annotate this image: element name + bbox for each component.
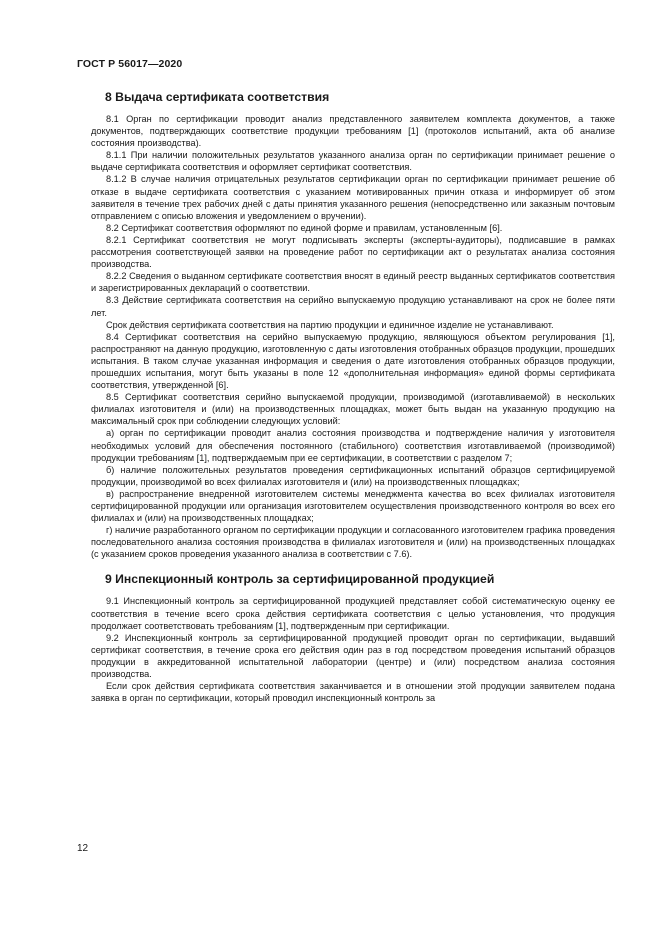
standard-header: ГОСТ Р 56017—2020 — [77, 58, 183, 70]
paragraph: 8.3 Действие сертификата соответствия на серийно выпускаемую продукцию устанавливают на срок не более пяти лет. — [91, 295, 615, 318]
paragraph: 9.2 Инспекционный контроль за сертифицированной продукцией проводит орган по сертификации, выдавший сертификат соответствия, в течение срока его действия один раз в год посредством проведения испытаний образцов продукции в аккредитованной испытательной лаборатории (центре) и (или) посредством анализа состояния производства. — [91, 632, 615, 680]
paragraph: 8.2.1 Сертификат соответствия не могут подписывать эксперты (эксперты-аудиторы), подписавшие в рамках рассмотрения соответствующей заявки на проведение работ по сертификации акт о результатах анализа состояния производства. — [91, 234, 615, 270]
paragraph: Если срок действия сертификата соответствия заканчивается и в отношении этой продукции заявителем подана заявка в орган по сертификации, который проводил инспекционный контроль за — [91, 681, 615, 704]
paragraph: г) наличие разработанного органом по сертификации продукции и согласованного изготовителем графика проведения последовательного анализа состояния производства в филиалах изготовителя и (или) на производственных площадках (с указанием сроков проведения указанного анализа в соответствии с 7.6). — [91, 525, 615, 560]
paragraph: 9.1 Инспекционный контроль за сертифицированной продукцией представляет собой систематическую оценку ее соответствия в течение всего срока действия сертификата соответствия с целью установления, что продукция продолжает соответствовать требованиям [1], подтвержденным при сертификации. — [91, 596, 615, 631]
paragraph: 8.4 Сертификат соответствия на серийно выпускаемую продукцию, являющуюся объектом регулирования [1], распространяют на данную продукцию, изготовленную с даты изготовления отобранных образцов продукции, прошедших испытания. В таком случае указанная информация и сведения о дате изготовления отобранных образцов продукции, прошедших испытания, могут быть указаны в поле 12 «дополнительная информация» единой формы сертификата соответствия, утвержденной [6]. — [91, 331, 615, 391]
section-9-title: 9 Инспекционный контроль за сертифицированной продукцией — [105, 572, 495, 587]
page-content — [91, 90, 615, 704]
paragraph: 8.1 Орган по сертификации проводит анализ представленного заявителем комплекта документов, а также документов, подтверждающих соответствие продукции требованиям [1] (протоколов испытаний, акта об анализе состояния производства). — [91, 114, 615, 149]
paragraph: Срок действия сертификата соответствия на партию продукции и единичное изделие не устанавливают. — [106, 319, 554, 330]
section-9-body — [91, 595, 615, 704]
paragraph: 8.5 Сертификат соответствия серийно выпускаемой продукции, производимой (изготавливаемой) в нескольких филиалах изготовителя и (или) на производственных площадках, может быть выдан на указанную продукцию на максимальный срок при соблюдении следующих условий: — [91, 392, 615, 427]
paragraph: а) орган по сертификации проводит анализ состояния производства и подтверждение наличия у изготовителя необходимых условий для обеспечения постоянного (стабильного) соответствия изготавливаемой (производимой) продукции требованиям [1], подтверждаемым при ее сертификации, в соответствии с разделом 7; — [91, 428, 615, 463]
paragraph: в) распространение внедренной изготовителем системы менеджмента качества во всех филиалах изготовителя сертифицированной продукции или организация изготовителем осуществления производственного контроля во всех его филиалах и (или) на производственных площадках; — [91, 488, 615, 524]
section-8-title: 8 Выдача сертификата соответствия — [105, 90, 330, 104]
page-number: 12 — [77, 843, 89, 854]
section-8-body — [91, 113, 615, 560]
paragraph: б) наличие положительных результатов проведения сертификационных испытаний образцов сертифицируемой продукции, производимой во всех филиалах изготовителя и (или) на производственных площадках; — [91, 464, 615, 487]
paragraph: 8.1.1 При наличии положительных результатов указанного анализа орган по сертификации принимает решение о выдаче сертификата соответствия и оформляет сертификат соответствия. — [91, 150, 615, 173]
paragraph: 8.1.2 В случае наличия отрицательных результатов сертификации орган по сертификации принимает решение об отказе в выдаче сертификата соответствия с указанием мотивированных причин отказа и информирует об этом заявителя в течение трех рабочих дней с даты принятия указанного решения (непосредственно или заказным почтовым отправлением с описью вложения и уведомлением о вручении). — [91, 174, 615, 221]
paragraph: 8.2.2 Сведения о выданном сертификате соответствия вносят в единый реестр выданных сертификатов соответствия и зарегистрированных деклараций о соответствии. — [91, 271, 615, 294]
paragraph: 8.2 Сертификат соответствия оформляют по единой форме и правилам, установленным [6]. — [106, 222, 503, 233]
